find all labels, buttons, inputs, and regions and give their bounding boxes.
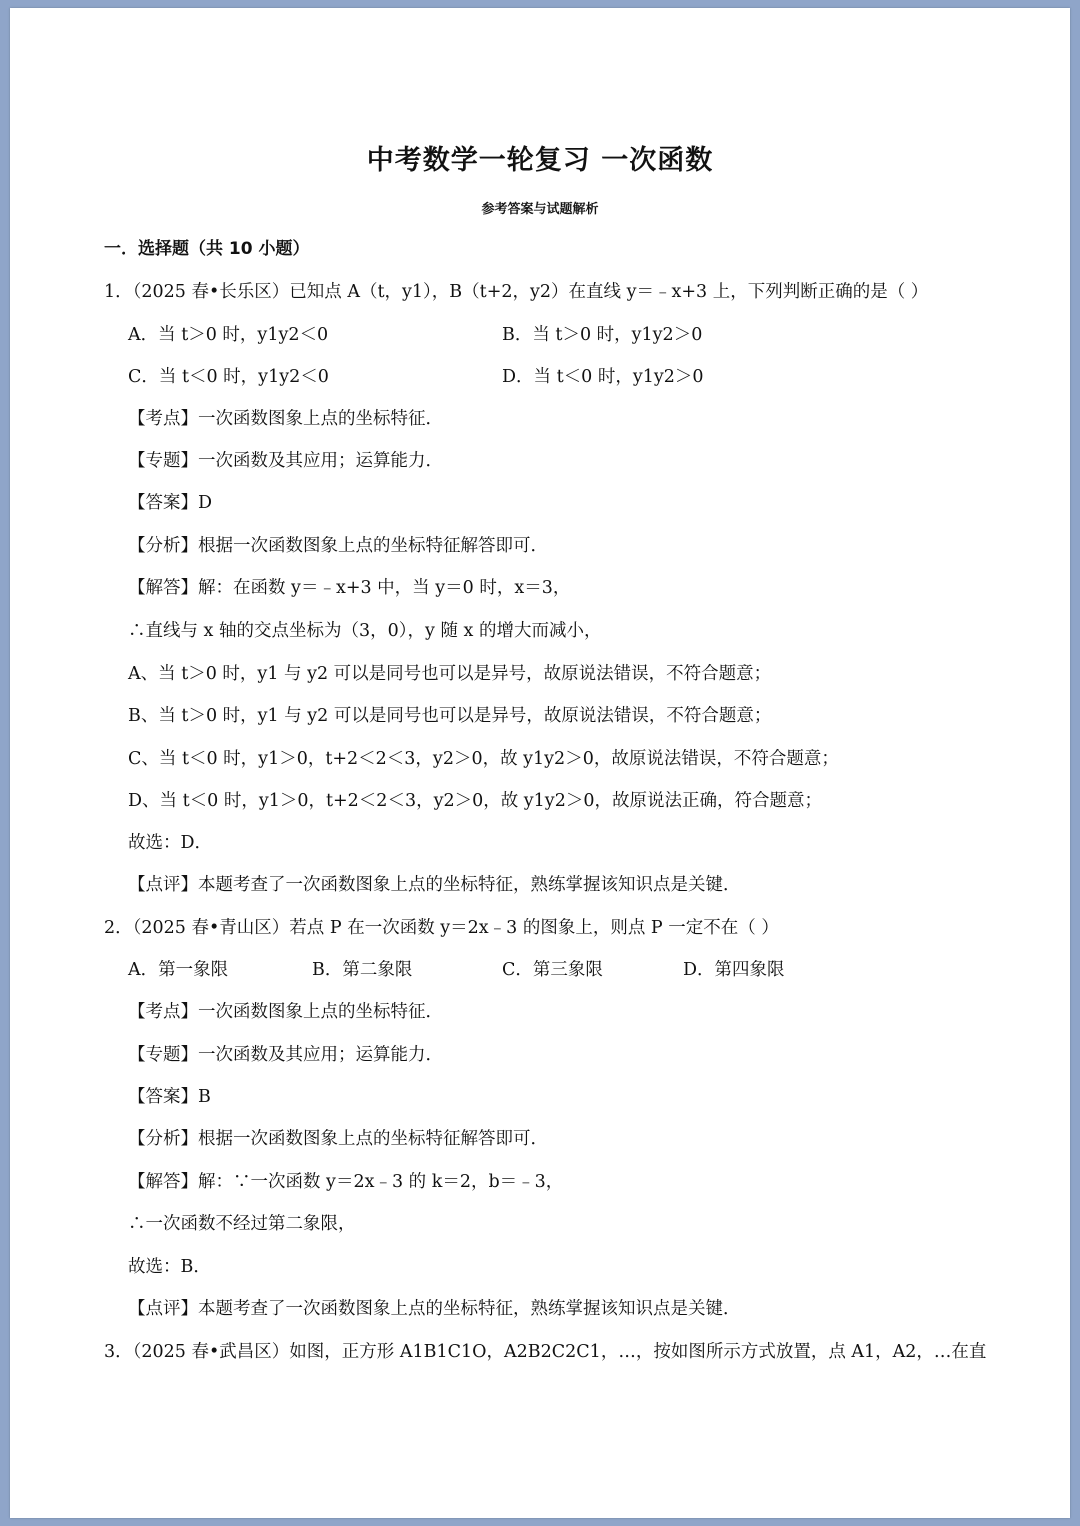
section-heading: 一．选择题（共 10 小题）: [104, 239, 310, 259]
q1-solution-c: C、当 t＜0 时，y1＞0，t+2＜2＜3，y2＞0，故 y1y2＞0，故原说法错误，不符合题意；: [128, 749, 839, 769]
q1-analysis: 【分析】根据一次函数图象上点的坐标特征解答即可．: [128, 536, 548, 556]
q2-zhuanti: 【专题】一次函数及其应用；运算能力．: [128, 1045, 443, 1065]
q2-stem: 2．（2025 春•青山区）若点 P 在一次函数 y＝2x﹣3 的图象上，则点 P 一定不在（ ）: [104, 918, 779, 938]
q2-comment: 【点评】本题考查了一次函数图象上点的坐标特征，熟练掌握该知识点是关键．: [128, 1299, 741, 1319]
q3-stem: 3．（2025 春•武昌区）如图，正方形 A1B1C1O，A2B2C2C1，…，按如图所示方式放置，点 A1，A2，…在直: [104, 1342, 987, 1362]
q1-choice: 故选：D．: [128, 833, 213, 853]
q2-option-d: D．第四象限: [683, 960, 785, 980]
q1-solution-b: B、当 t＞0 时，y1 与 y2 可以是同号也可以是异号，故原说法错误，不符合题意；: [128, 706, 772, 726]
q2-answer: 【答案】B: [128, 1087, 211, 1107]
q2-option-b: B．第二象限: [312, 960, 413, 980]
q2-analysis: 【分析】根据一次函数图象上点的坐标特征解答即可．: [128, 1129, 548, 1149]
document-title: 中考数学一轮复习 一次函数: [366, 145, 714, 176]
q1-zhuanti: 【专题】一次函数及其应用；运算能力．: [128, 451, 443, 471]
q1-option-d: D．当 t＜0 时，y1y2＞0: [502, 367, 704, 387]
q2-solution: 【解答】解：∵一次函数 y＝2x﹣3 的 k＝2，b＝﹣3，: [128, 1172, 564, 1192]
q1-answer: 【答案】D: [128, 493, 213, 513]
q1-stem: 1．（2025 春•长乐区）已知点 A（t，y1），B（t+2，y2）在直线 y＝﹣x+3 上，下列判断正确的是（ ）: [104, 282, 929, 302]
q2-solution-line: ∴一次函数不经过第二象限，: [128, 1214, 356, 1234]
q2-option-c: C．第三象限: [502, 960, 603, 980]
document-subtitle: 参考答案与试题解析: [481, 202, 599, 217]
q2-option-a: A．第一象限: [128, 960, 229, 980]
q1-solution-a: A、当 t＞0 时，y1 与 y2 可以是同号也可以是异号，故原说法错误，不符合题意；: [128, 664, 772, 684]
q1-option-b: B．当 t＞0 时，y1y2＞0: [502, 325, 703, 345]
q1-option-c: C．当 t＜0 时，y1y2＜0: [128, 367, 329, 387]
q2-choice: 故选：B．: [128, 1257, 211, 1277]
q1-solution-d: D、当 t＜0 时，y1＞0，t+2＜2＜3，y2＞0，故 y1y2＞0，故原说法正确，符合题意；: [128, 791, 822, 811]
q1-option-a: A．当 t＞0 时，y1y2＜0: [128, 325, 329, 345]
q1-kaodian: 【考点】一次函数图象上点的坐标特征．: [128, 409, 443, 429]
q2-kaodian: 【考点】一次函数图象上点的坐标特征．: [128, 1002, 443, 1022]
q1-comment: 【点评】本题考查了一次函数图象上点的坐标特征，熟练掌握该知识点是关键．: [128, 875, 741, 895]
q1-solution-line: ∴直线与 x 轴的交点坐标为（3，0），y 随 x 的增大而减小，: [128, 621, 602, 641]
q1-solution: 【解答】解：在函数 y＝﹣x+3 中，当 y＝0 时，x＝3，: [128, 578, 571, 598]
